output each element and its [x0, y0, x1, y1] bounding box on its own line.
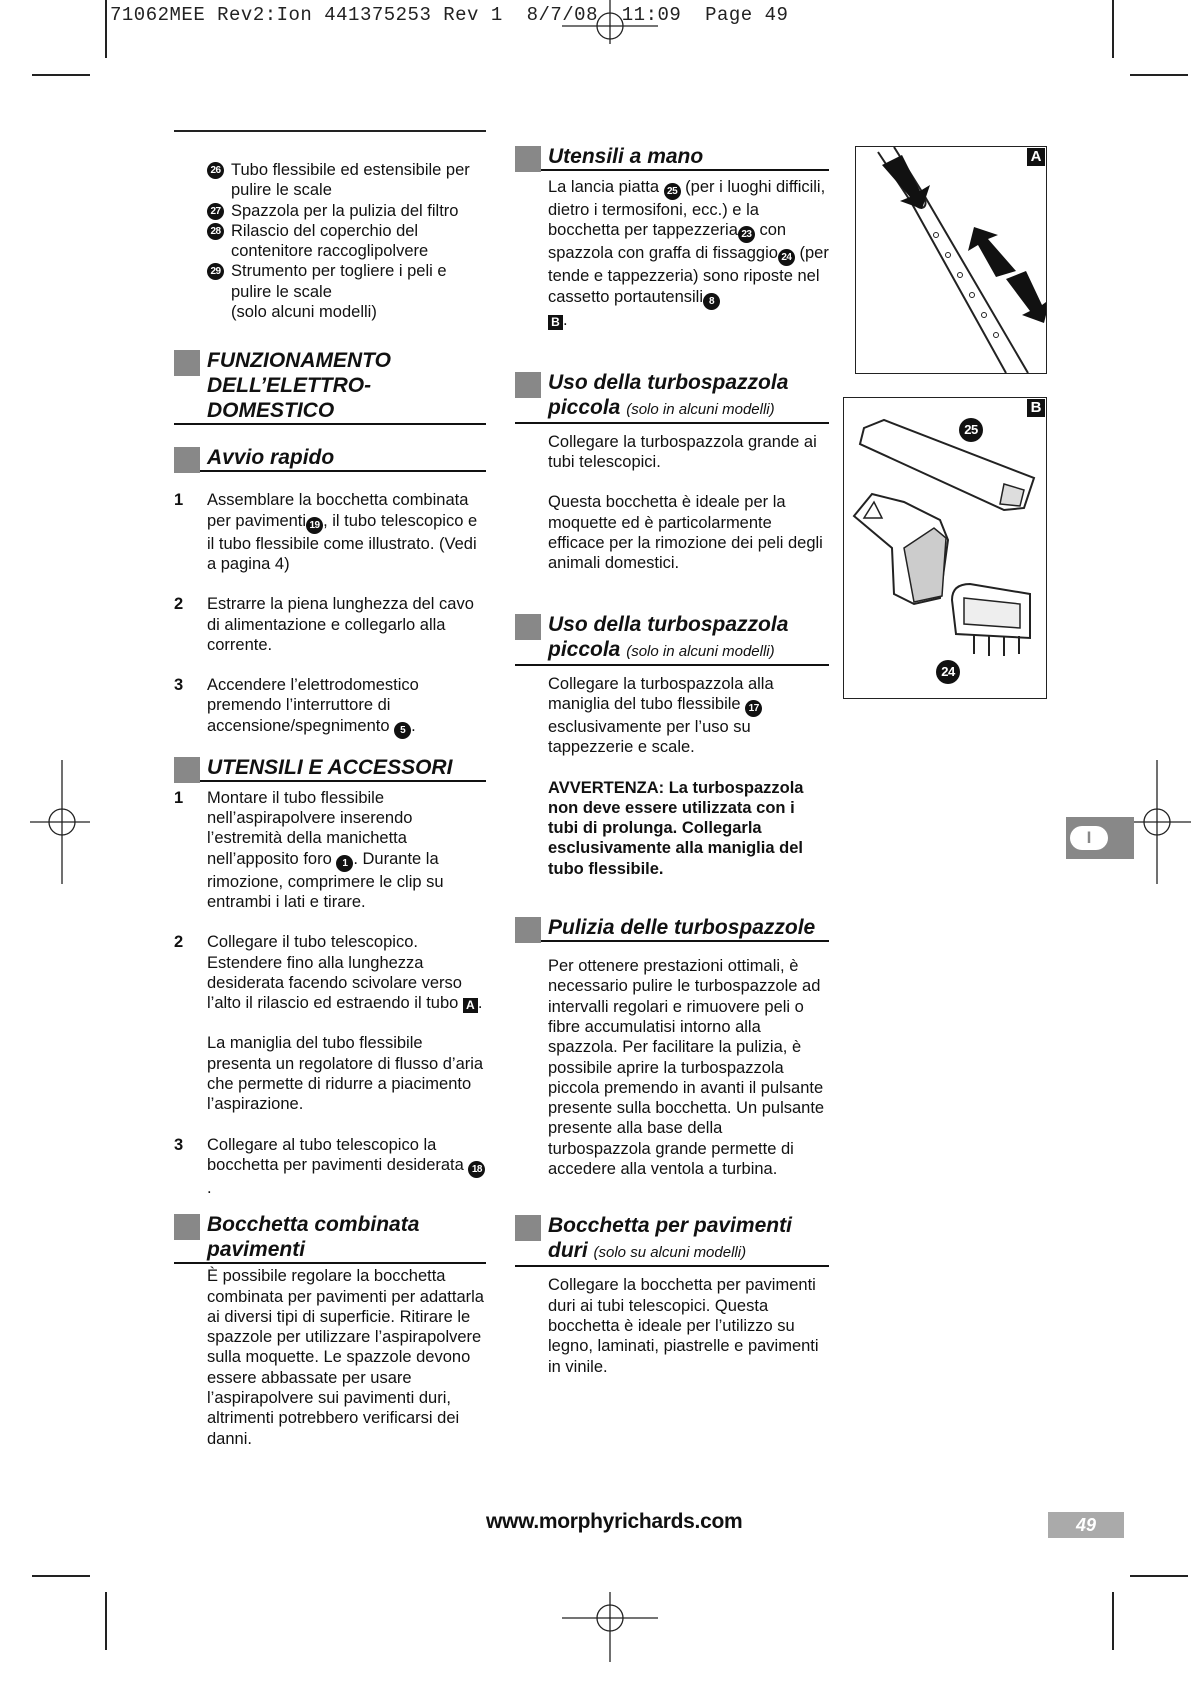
- pavimenti-duri-text: Collegare la bocchetta per pavimenti duri ai tubi telescopici. Questa bocchetta è ideale per l’utilizzo su legno, laminati, piastrelle e pavimenti in vinile.: [548, 1276, 819, 1376]
- number-badge-icon: 5: [394, 722, 411, 739]
- number-badge-icon: 27: [207, 203, 224, 220]
- heading-marker-icon: [174, 757, 200, 783]
- step-item: 2 Estrarre la piena lunghezza del cavo di alimentazione e collegarlo alla corrente.: [174, 595, 474, 654]
- number-badge-icon: 23: [738, 226, 755, 243]
- turbospazzola-2-text: Collegare la turbospazzola alla maniglia del tubo flessibile 17 esclusivamente per l’uso su tappezzerie e scale. AVVERTENZA: La turbospazzola non deve essere utilizzata con i tubi di prolunga. Collegarla esclusivamente alla maniglia del tubo flessibile.: [515, 674, 829, 879]
- crop-mark: [1112, 1592, 1114, 1650]
- figure-ref-icon: B: [548, 315, 563, 330]
- section-heading-pavimenti-duri: Bocchetta per pavimenti duri (solo su alcuni modelli): [515, 1213, 829, 1267]
- section-heading-turbospazzola-2: Uso della turbospazzola piccola (solo in alcuni modelli): [515, 612, 829, 666]
- utensili-steps: [174, 788, 486, 1198]
- bocchetta-text: È possibile regolare la bocchetta combinata per pavimenti per adattarla ai diversi tipi di superficie. Ritirare le spazzole per utilizzare l’aspirapolvere sulla moquette. Le spazzole devono essere abbassate per usare l’aspirapolvere sui pavimenti duri, altrimenti potrebbero verificarsi dei danni.: [207, 1267, 484, 1448]
- parts-list: [174, 160, 486, 322]
- number-badge-icon: 25: [664, 183, 681, 200]
- step-item: 1 Montare il tubo flessibile nell’aspirapolvere inserendo l’estremità della manichetta nell’apposito foro 1 . Durante la rimozione, comprimere le clip su entrambi i lati e tirare.: [174, 788, 444, 911]
- number-badge-icon: 28: [207, 223, 224, 240]
- step-item: 3 Accendere l’elettrodomestico premendo l’interruttore di accensione/spegnimento 5 .: [174, 675, 486, 739]
- language-tab-label: I: [1070, 826, 1108, 850]
- section-heading-avvio-rapido: Avvio rapido: [174, 445, 486, 472]
- heading-marker-icon: [515, 146, 541, 172]
- crop-mark: [1130, 1575, 1188, 1577]
- number-badge-icon: 24: [778, 249, 795, 266]
- figure-b: [843, 397, 1047, 699]
- number-badge-icon: 1: [336, 855, 353, 872]
- warning-text: AVVERTENZA: La turbospazzola non deve essere utilizzata con i tubi di prolunga. Collegarla esclusivamente alla maniglia del tubo flessibile.: [548, 778, 804, 878]
- turbospazzola-1-text: Collegare la turbospazzola grande ai tubi telescopici. Questa bocchetta è ideale per la moquette ed è particolarmente efficace per la rimozione dei peli degli animali domestici.: [548, 432, 823, 573]
- section-heading-utensili: UTENSILI E ACCESSORI: [174, 755, 486, 782]
- figure-a-label: A: [1027, 148, 1045, 166]
- language-tab: [1066, 817, 1134, 859]
- heading-marker-icon: [515, 1215, 541, 1241]
- step-number: 1: [174, 491, 184, 510]
- column-middle: [515, 144, 829, 1377]
- crop-mark: [174, 130, 486, 132]
- section-heading-pulizia: Pulizia delle turbospazzole: [515, 915, 829, 942]
- pulizia-text: Per ottenere prestazioni ottimali, è necessario pulire le turbospazzole ad intervalli regolari e rimuovere peli o fibre accumulatisi intorno alla spazzola. Per facilitare la pulizia, è possibile aprire la turbospazzola piccola premendo in avanti il pulsante presente sulla bocchetta. Un pulsante presente alla base della turbospazzola grande permette di accedere alla ventola a turbina.: [548, 957, 825, 1179]
- crop-mark: [105, 1592, 107, 1650]
- number-badge-icon: 25: [959, 418, 983, 442]
- list-item: 27 Spazzola per la pulizia del filtro: [207, 201, 486, 221]
- column-left: [174, 160, 486, 1449]
- section-heading-bocchetta-combinata: Bocchetta combinata pavimenti: [174, 1212, 486, 1264]
- number-badge-icon: 18: [468, 1161, 485, 1178]
- footer-url[interactable]: www.morphyrichards.com: [486, 1510, 743, 1533]
- registration-mark-bottom: [548, 1592, 672, 1662]
- list-note: (solo alcuni modelli): [231, 303, 377, 322]
- crop-mark: [105, 0, 107, 58]
- accessory-tools-illustration: [844, 398, 1046, 698]
- page-number: 49: [1048, 1512, 1124, 1538]
- section-heading-turbospazzola-1: Uso della turbospazzola piccola (solo in alcuni modelli): [515, 370, 829, 424]
- number-badge-icon: 24: [936, 660, 960, 684]
- heading-marker-icon: [515, 372, 541, 398]
- registration-mark-left: [30, 760, 90, 884]
- section-heading-funzionamento: FUNZIONAMENTO DELL’ELETTRO- DOMESTICO: [174, 348, 486, 425]
- list-item: 26 Tubo flessibile ed estensibile per pulire le scale: [207, 160, 486, 201]
- heading-marker-icon: [515, 614, 541, 640]
- heading-marker-icon: [174, 447, 200, 473]
- list-item: 28 Rilascio del coperchio del contenitore raccoglipolvere: [207, 221, 486, 262]
- crop-mark: [32, 1575, 90, 1577]
- heading-marker-icon: [515, 917, 541, 943]
- section-heading-utensili-mano: Utensili a mano: [515, 144, 829, 171]
- avvio-steps: [174, 490, 486, 738]
- number-badge-icon: 19: [306, 517, 323, 534]
- step-number: 2: [174, 595, 184, 614]
- number-badge-icon: 29: [207, 263, 224, 280]
- heading-marker-icon: [174, 350, 200, 376]
- step-number: 3: [174, 676, 184, 695]
- number-badge-icon: 17: [745, 700, 762, 717]
- heading-marker-icon: [174, 1214, 200, 1240]
- registration-mark-top: [548, 0, 672, 44]
- print-slug: 71062MEE Rev2:Ion 441375253 Rev 1 8/7/08 11:09 Page 49: [110, 4, 789, 26]
- mano-text: La lancia piatta 25 (per i luoghi difficili, dietro i termosifoni, ecc.) e la bocchetta per tappezzeria 23 con spazzola con graffa di fissaggio 24 (per tende e tappezzeria) sono riposte nel cassetto portautensili 8 B .: [548, 178, 829, 329]
- telescopic-tube-illustration: [856, 147, 1046, 373]
- step-number: 3: [174, 1135, 184, 1154]
- number-badge-icon: 26: [207, 162, 224, 179]
- step-number: 2: [174, 933, 184, 952]
- number-badge-icon: 8: [703, 293, 720, 310]
- crop-mark: [1130, 74, 1188, 76]
- step-item: 1 Assemblare la bocchetta combinata per pavimenti 19 , il tubo telescopico e il tubo flessibile come illustrato. (Vedi a pagina 4): [174, 491, 478, 573]
- figure-ref-icon: A: [463, 998, 478, 1013]
- step-item: 2 Collegare il tubo telescopico. Estendere fino alla lunghezza desiderata facendo scivolare verso l’alto il rilascio ed estraendo il tubo A . La maniglia del tubo flessibile presenta un regolatore di flusso d’aria che permette di ridurre a piacimento l’aspirazione.: [174, 933, 484, 1114]
- crop-mark: [1112, 0, 1114, 58]
- figure-a: [855, 146, 1047, 374]
- registration-mark-right: [1130, 760, 1191, 884]
- step-number: 1: [174, 788, 184, 807]
- list-item: 29 Strumento per togliere i peli e pulire le scale: [207, 261, 486, 302]
- figure-b-label: B: [1027, 399, 1045, 417]
- crop-mark: [32, 74, 90, 76]
- step-item: 3 Collegare al tubo telescopico la bocchetta per pavimenti desiderata 18.: [174, 1135, 486, 1199]
